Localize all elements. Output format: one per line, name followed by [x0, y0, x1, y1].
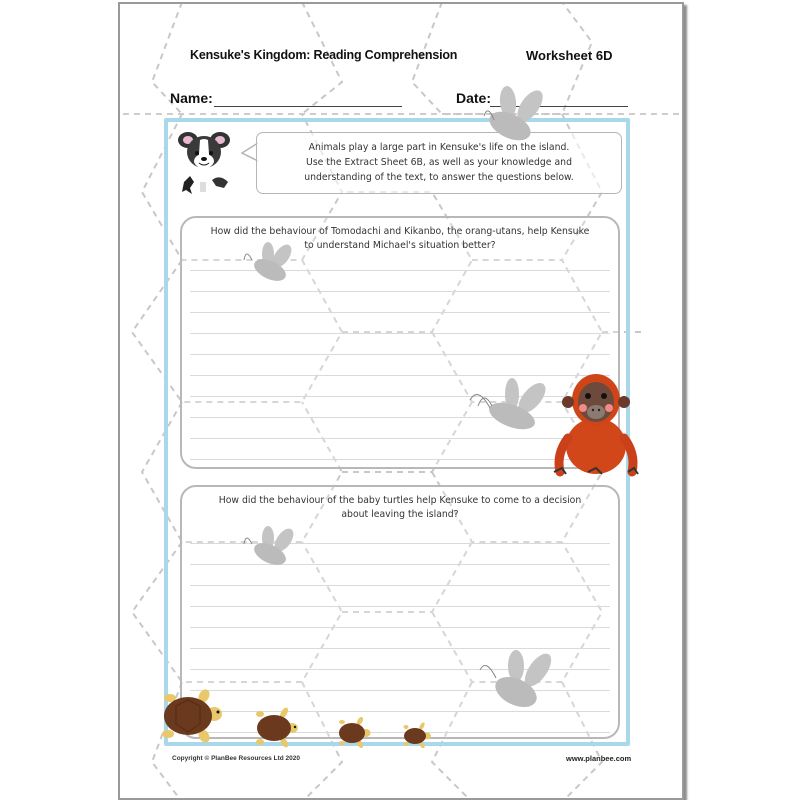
fly-icon: [240, 240, 298, 286]
orangutan-icon: [550, 368, 642, 478]
instructions-line: understanding of the text, to answer the questions below.: [304, 172, 574, 183]
fly-icon: [480, 86, 550, 148]
question-2-text: [182, 494, 618, 522]
question-line: How did the behaviour of Tomodachi and Kikanbo, the orang-utans, help Kensuke: [210, 226, 590, 237]
turtle-icon: [400, 722, 432, 748]
fly-icon: [240, 524, 300, 568]
name-label: Name:: [170, 90, 213, 106]
date-label: Date:: [456, 90, 492, 106]
name-field[interactable]: [214, 106, 402, 107]
instructions-speech-bubble: [256, 132, 622, 194]
copyright-text: Copyright © PlanBee Resources Ltd 2020: [172, 755, 300, 762]
question-line: about leaving the island?: [341, 509, 459, 520]
turtle-icon: [334, 716, 372, 748]
turtle-icon: [156, 686, 226, 744]
turtle-icon: [250, 706, 300, 748]
question-line: How did the behaviour of the baby turtles help Kensuke to come to a decision: [218, 495, 582, 506]
website-link[interactable]: www.planbee.com: [566, 754, 632, 763]
worksheet-number: Worksheet 6D: [526, 48, 613, 63]
instructions-line: Animals play a large part in Kensuke's life on the island.: [308, 142, 570, 153]
question-line: to understand Michael's situation better?: [304, 240, 496, 251]
dog-icon: [176, 128, 232, 194]
worksheet-page: [118, 2, 684, 800]
fly-icon: [468, 376, 552, 436]
worksheet-title: Kensuke's Kingdom: Reading Comprehension: [190, 48, 458, 62]
fly-icon: [476, 648, 556, 714]
instructions-line: Use the Extract Sheet 6B, as well as your knowledge and: [306, 157, 572, 168]
